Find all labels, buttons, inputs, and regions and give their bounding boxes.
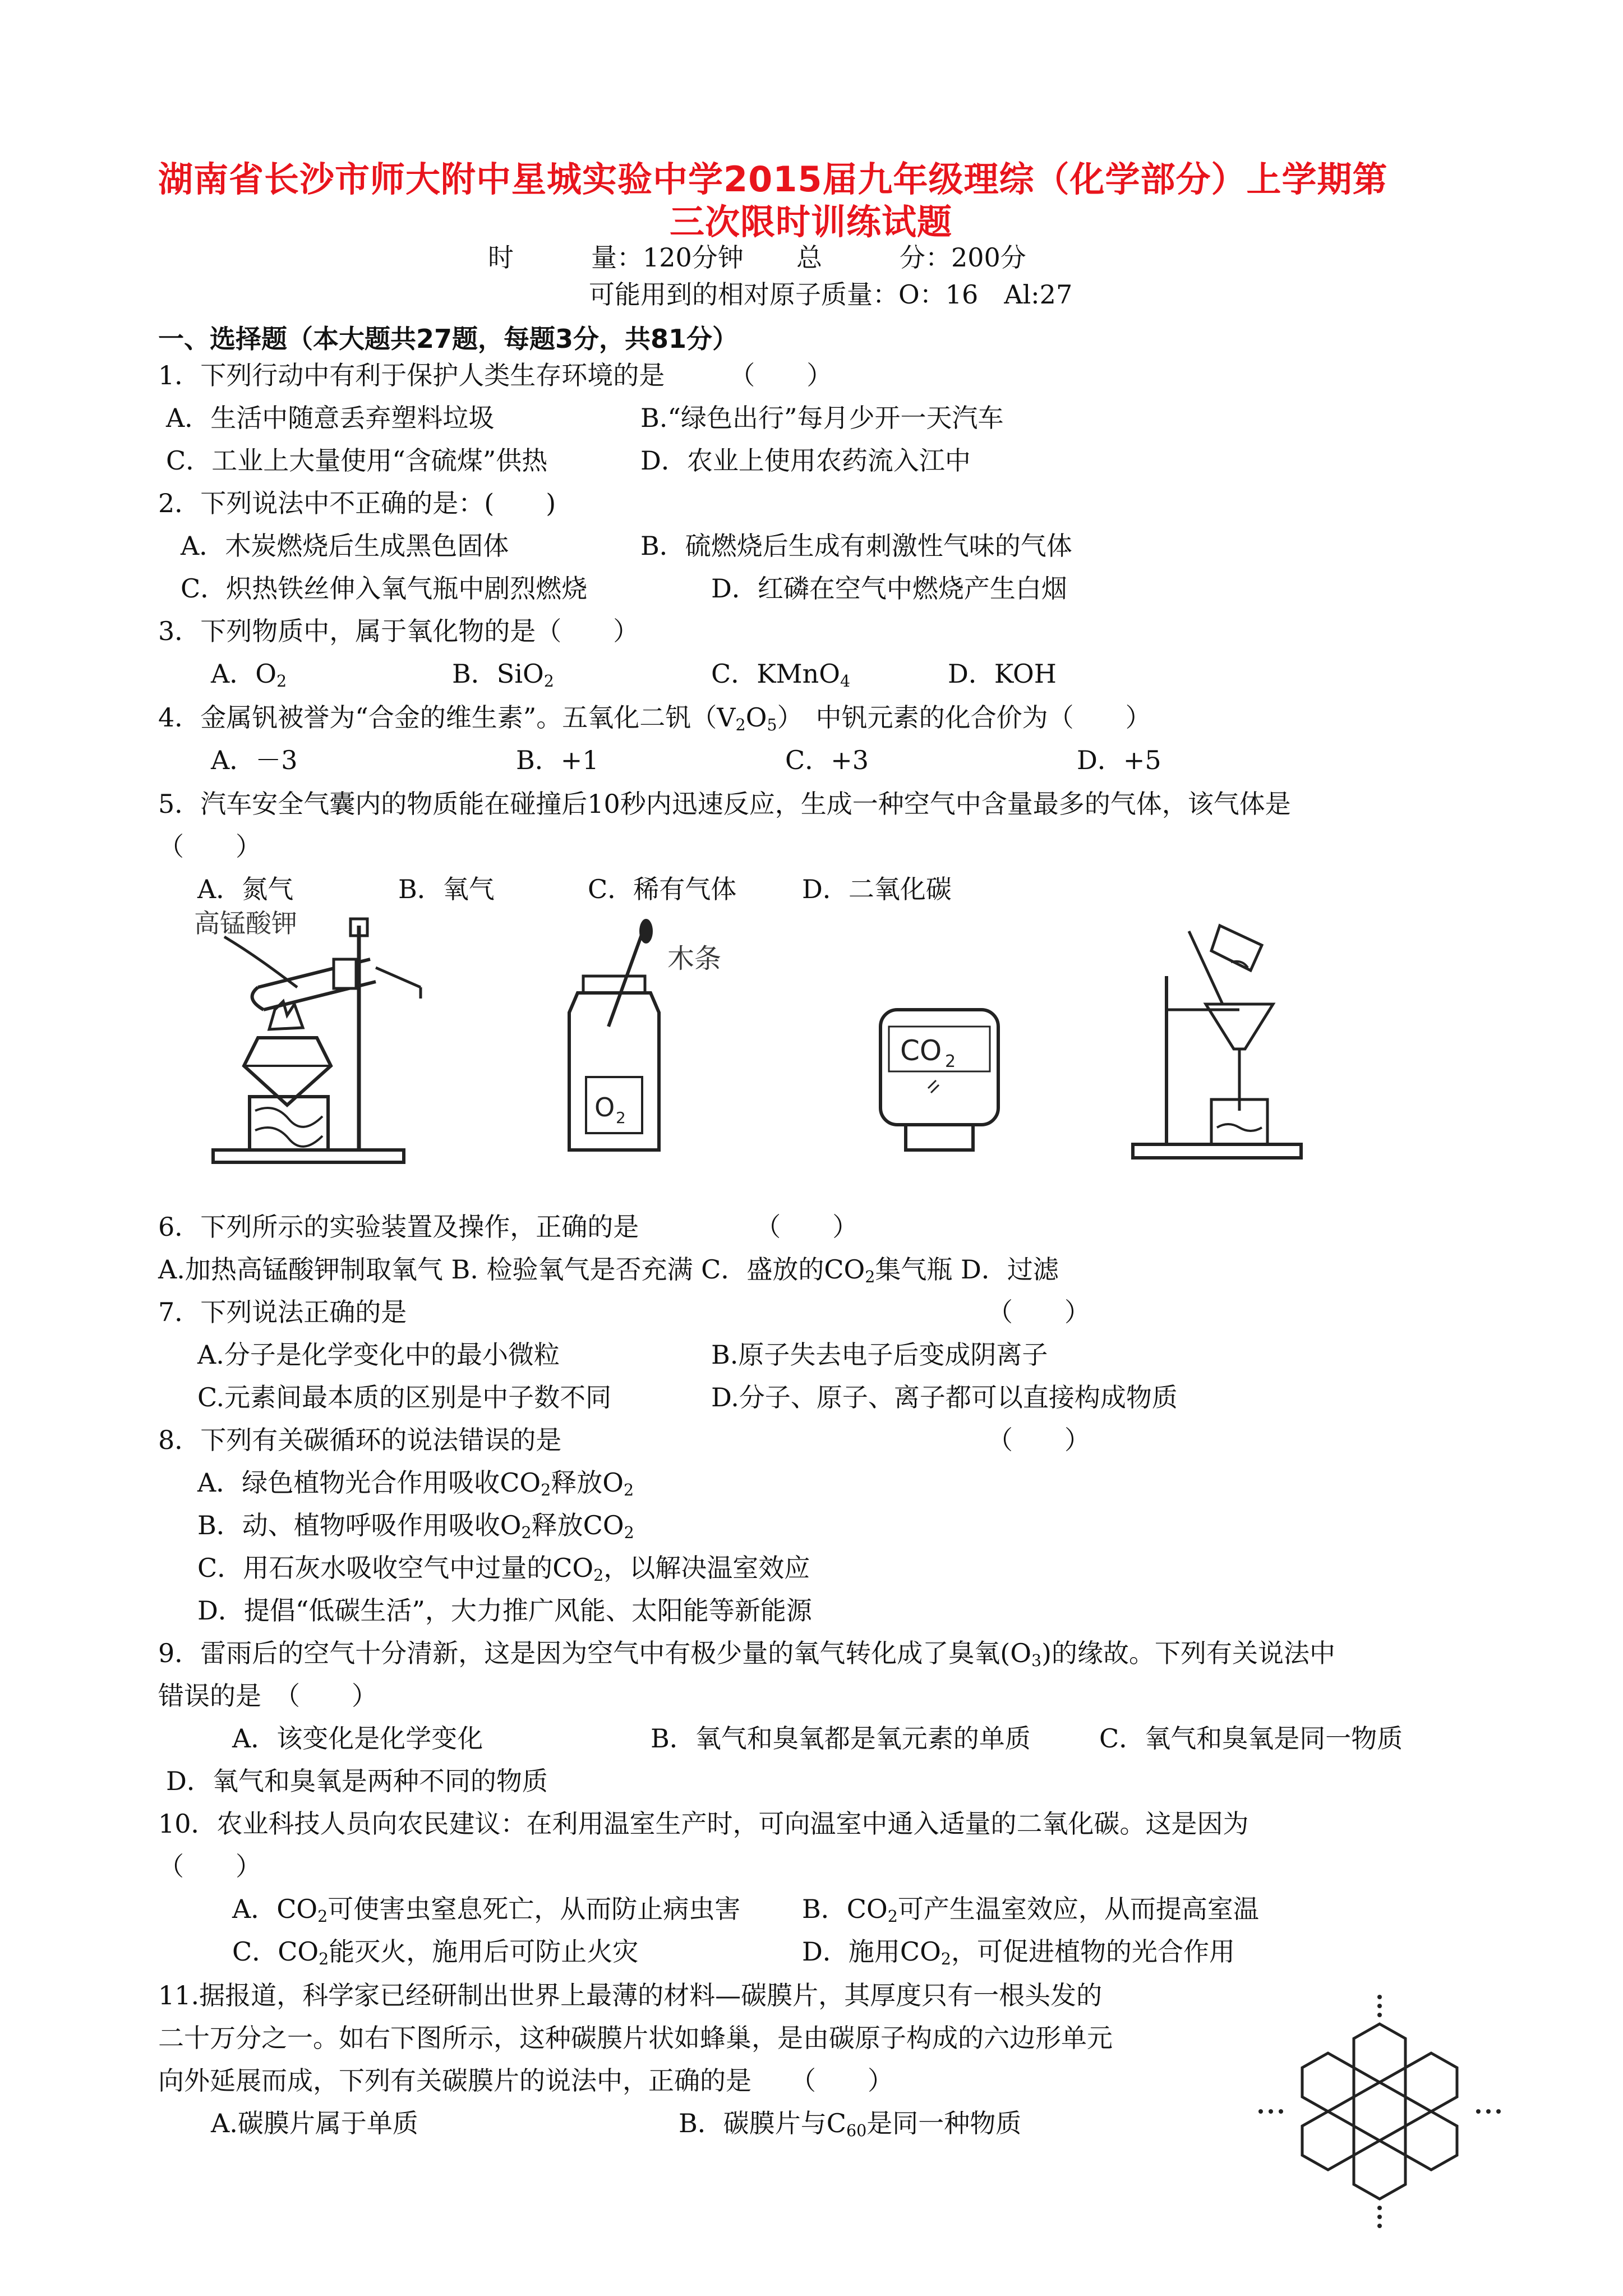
q11-option-b: B．碳膜片与$C_{60}$是同一种物质 xyxy=(679,2108,1022,2141)
q11-line1: 11.据报道，科学家已经研制出世界上最薄的材料—碳膜片，其厚度只有一根头发的 xyxy=(158,1980,1103,2010)
q8-option-a: A．绿色植物光合作用吸收$CO_2$释放$O_2$ xyxy=(197,1467,634,1500)
figure-oxygen-test xyxy=(561,914,774,1161)
q5-stem: 5．汽车安全气囊内的物质能在碰撞后10秒内迅速反应，生成一种空气中含量最多的气体，该气体是 xyxy=(158,789,1291,819)
svg-text:2: 2 xyxy=(945,1052,956,1071)
q2-option-d: D．红磷在空气中燃烧产生白烟 xyxy=(711,573,1067,604)
q4-option-a: A．－3 xyxy=(211,745,298,775)
q5-option-c: C．稀有气体 xyxy=(588,874,737,904)
svg-text:高锰酸钾: 高锰酸钾 xyxy=(194,908,297,938)
atomic-mass-note: 可能用到的相对原子质量：O：16 Al:27 xyxy=(589,279,1073,310)
svg-text:2: 2 xyxy=(616,1108,626,1127)
q10-option-d: D．施用$CO_2$，可促进植物的光合作用 xyxy=(802,1936,1235,1969)
q10-stem: 10．农业科技人员向农民建议：在利用温室生产时，可向温室中通入适量的二氧化碳。这是因为 xyxy=(158,1809,1249,1839)
q7-option-b: B.原子失去电子后变成阴离子 xyxy=(711,1340,1048,1370)
q7-option-d: D.分子、原子、离子都可以直接构成物质 xyxy=(711,1382,1178,1412)
q6-stem: 6．下列所示的实验装置及操作，正确的是 （ ） xyxy=(158,1212,859,1242)
q5-option-d: D．二氧化碳 xyxy=(802,874,952,904)
q4-option-c: C．+3 xyxy=(785,745,869,775)
q7-stem: 7．下列说法正确的是 xyxy=(158,1297,407,1327)
q7-option-a: A.分子是化学变化中的最小微粒 xyxy=(197,1340,560,1370)
section-heading: 一、选择题（本大题共27题，每题3分，共81分） xyxy=(158,324,739,354)
q4-stem: 4．金属钒被誉为“合金的维生素”。五氧化二钒$(V_2O_5)$ 中钒元素的化合价为（ ） xyxy=(158,702,1151,735)
q9-option-b: B．氧气和臭氧都是氧元素的单质 xyxy=(651,1723,1031,1754)
q2-stem: 2．下列说法中不正确的是：( ) xyxy=(158,488,556,518)
q1-option-b: B.“绿色出行”每月少开一天汽车 xyxy=(640,403,1004,433)
q9-option-d: D．氧气和臭氧是两种不同的物质 xyxy=(166,1766,548,1796)
q2-option-a: A．木炭燃烧后生成黑色固体 xyxy=(181,531,509,561)
svg-text:木条: 木条 xyxy=(667,943,722,974)
q9-option-c: C．氧气和臭氧是同一物质 xyxy=(1099,1723,1403,1754)
figure-filtration xyxy=(1127,920,1318,1161)
q7-paren: （ ） xyxy=(987,1297,1090,1327)
q1-option-a: A．生活中随意丢弃塑料垃圾 xyxy=(166,403,495,433)
q1-option-c: C．工业上大量使用“含硫煤”供热 xyxy=(166,445,548,476)
q11-option-a: A.碳膜片属于单质 xyxy=(211,2108,418,2138)
svg-text:CO: CO xyxy=(900,1034,942,1067)
honeycomb-carbon-film-figure xyxy=(1245,1991,1514,2238)
q10-option-b: B．$CO_2$可产生温室效应，从而提高室温 xyxy=(802,1894,1259,1926)
q9-stem-cont: 错误的是 （ ） xyxy=(158,1681,377,1711)
figure-co2-bottle xyxy=(875,1004,1009,1161)
exam-score: 总 分：200分 xyxy=(796,242,1026,273)
q8-option-b: B．动、植物呼吸作用吸收$O_2$释放$CO_2$ xyxy=(197,1510,634,1543)
q1-option-d: D．农业上使用农药流入江中 xyxy=(640,445,971,476)
q10-option-a: A．$CO_2$可使害虫窒息死亡，从而防止病虫害 xyxy=(232,1894,741,1926)
q1-stem: 1．下列行动中有利于保护人类生存环境的是 （ ） xyxy=(158,360,833,390)
q5-paren: （ ） xyxy=(158,831,261,862)
q2-option-b: B．硫燃烧后生成有刺激性气味的气体 xyxy=(640,531,1072,561)
q4-option-b: B．+1 xyxy=(516,745,599,775)
svg-text:O: O xyxy=(594,1092,615,1122)
q9-stem: 9．雷雨后的空气十分清新，这是因为空气中有极少量的氧气转化成了臭氧$(O_3)$的缘故。下列有关说法中 xyxy=(158,1638,1336,1671)
q5-option-a: A．氮气 xyxy=(197,874,294,904)
q5-option-b: B．氧气 xyxy=(398,874,495,904)
q8-option-c: C．用石灰水吸收空气中过量的$CO_2$，以解决温室效应 xyxy=(197,1553,810,1585)
q6-options: A.加热高锰酸钾制取氧气 B. 检验氧气是否充满 C．盛放的$CO_2$集气瓶 D．过滤 xyxy=(158,1254,1059,1287)
q2-option-c: C．炽热铁丝伸入氧气瓶中剧烈燃烧 xyxy=(181,573,588,604)
q3-option-d: D．KOH xyxy=(948,659,1057,689)
q7-option-c: C.元素间最本质的区别是中子数不同 xyxy=(197,1382,612,1412)
q11-line3: 向外延展而成，下列有关碳膜片的说法中，正确的是 （ ） xyxy=(158,2065,893,2096)
q10-option-c: C．$CO_2$能灭火，施用后可防止火灾 xyxy=(232,1936,639,1969)
q9-option-a: A．该变化是化学变化 xyxy=(232,1723,483,1754)
q8-paren: （ ） xyxy=(987,1425,1090,1455)
q4-option-d: D．+5 xyxy=(1077,745,1161,775)
q8-option-d: D．提倡“低碳生活”，大力推广风能、太阳能等新能源 xyxy=(197,1595,812,1626)
q8-stem: 8．下列有关碳循环的说法错误的是 xyxy=(158,1425,562,1455)
q10-paren: （ ） xyxy=(158,1851,261,1881)
figure-heating-kmno4 xyxy=(191,903,505,1167)
exam-time: 时 量：120分钟 xyxy=(488,242,744,273)
q3-option-b: B．SiO$_2$ xyxy=(452,659,554,691)
page-title-line2: 三次限时训练试题 xyxy=(670,201,953,242)
q11-line2: 二十万分之一。如右下图所示，这种碳膜片状如蜂巢，是由碳原子构成的六边形单元 xyxy=(158,2023,1113,2053)
page-title-line1: 湖南省长沙市师大附中星城实验中学2015届九年级理综（化学部分）上学期第 xyxy=(158,159,1388,200)
q3-stem: 3．下列物质中，属于氧化物的是（ ） xyxy=(158,616,639,646)
q3-option-a: A．$O_2$ xyxy=(211,659,287,691)
q3-option-c: C．KMnO$_4$ xyxy=(711,659,851,691)
